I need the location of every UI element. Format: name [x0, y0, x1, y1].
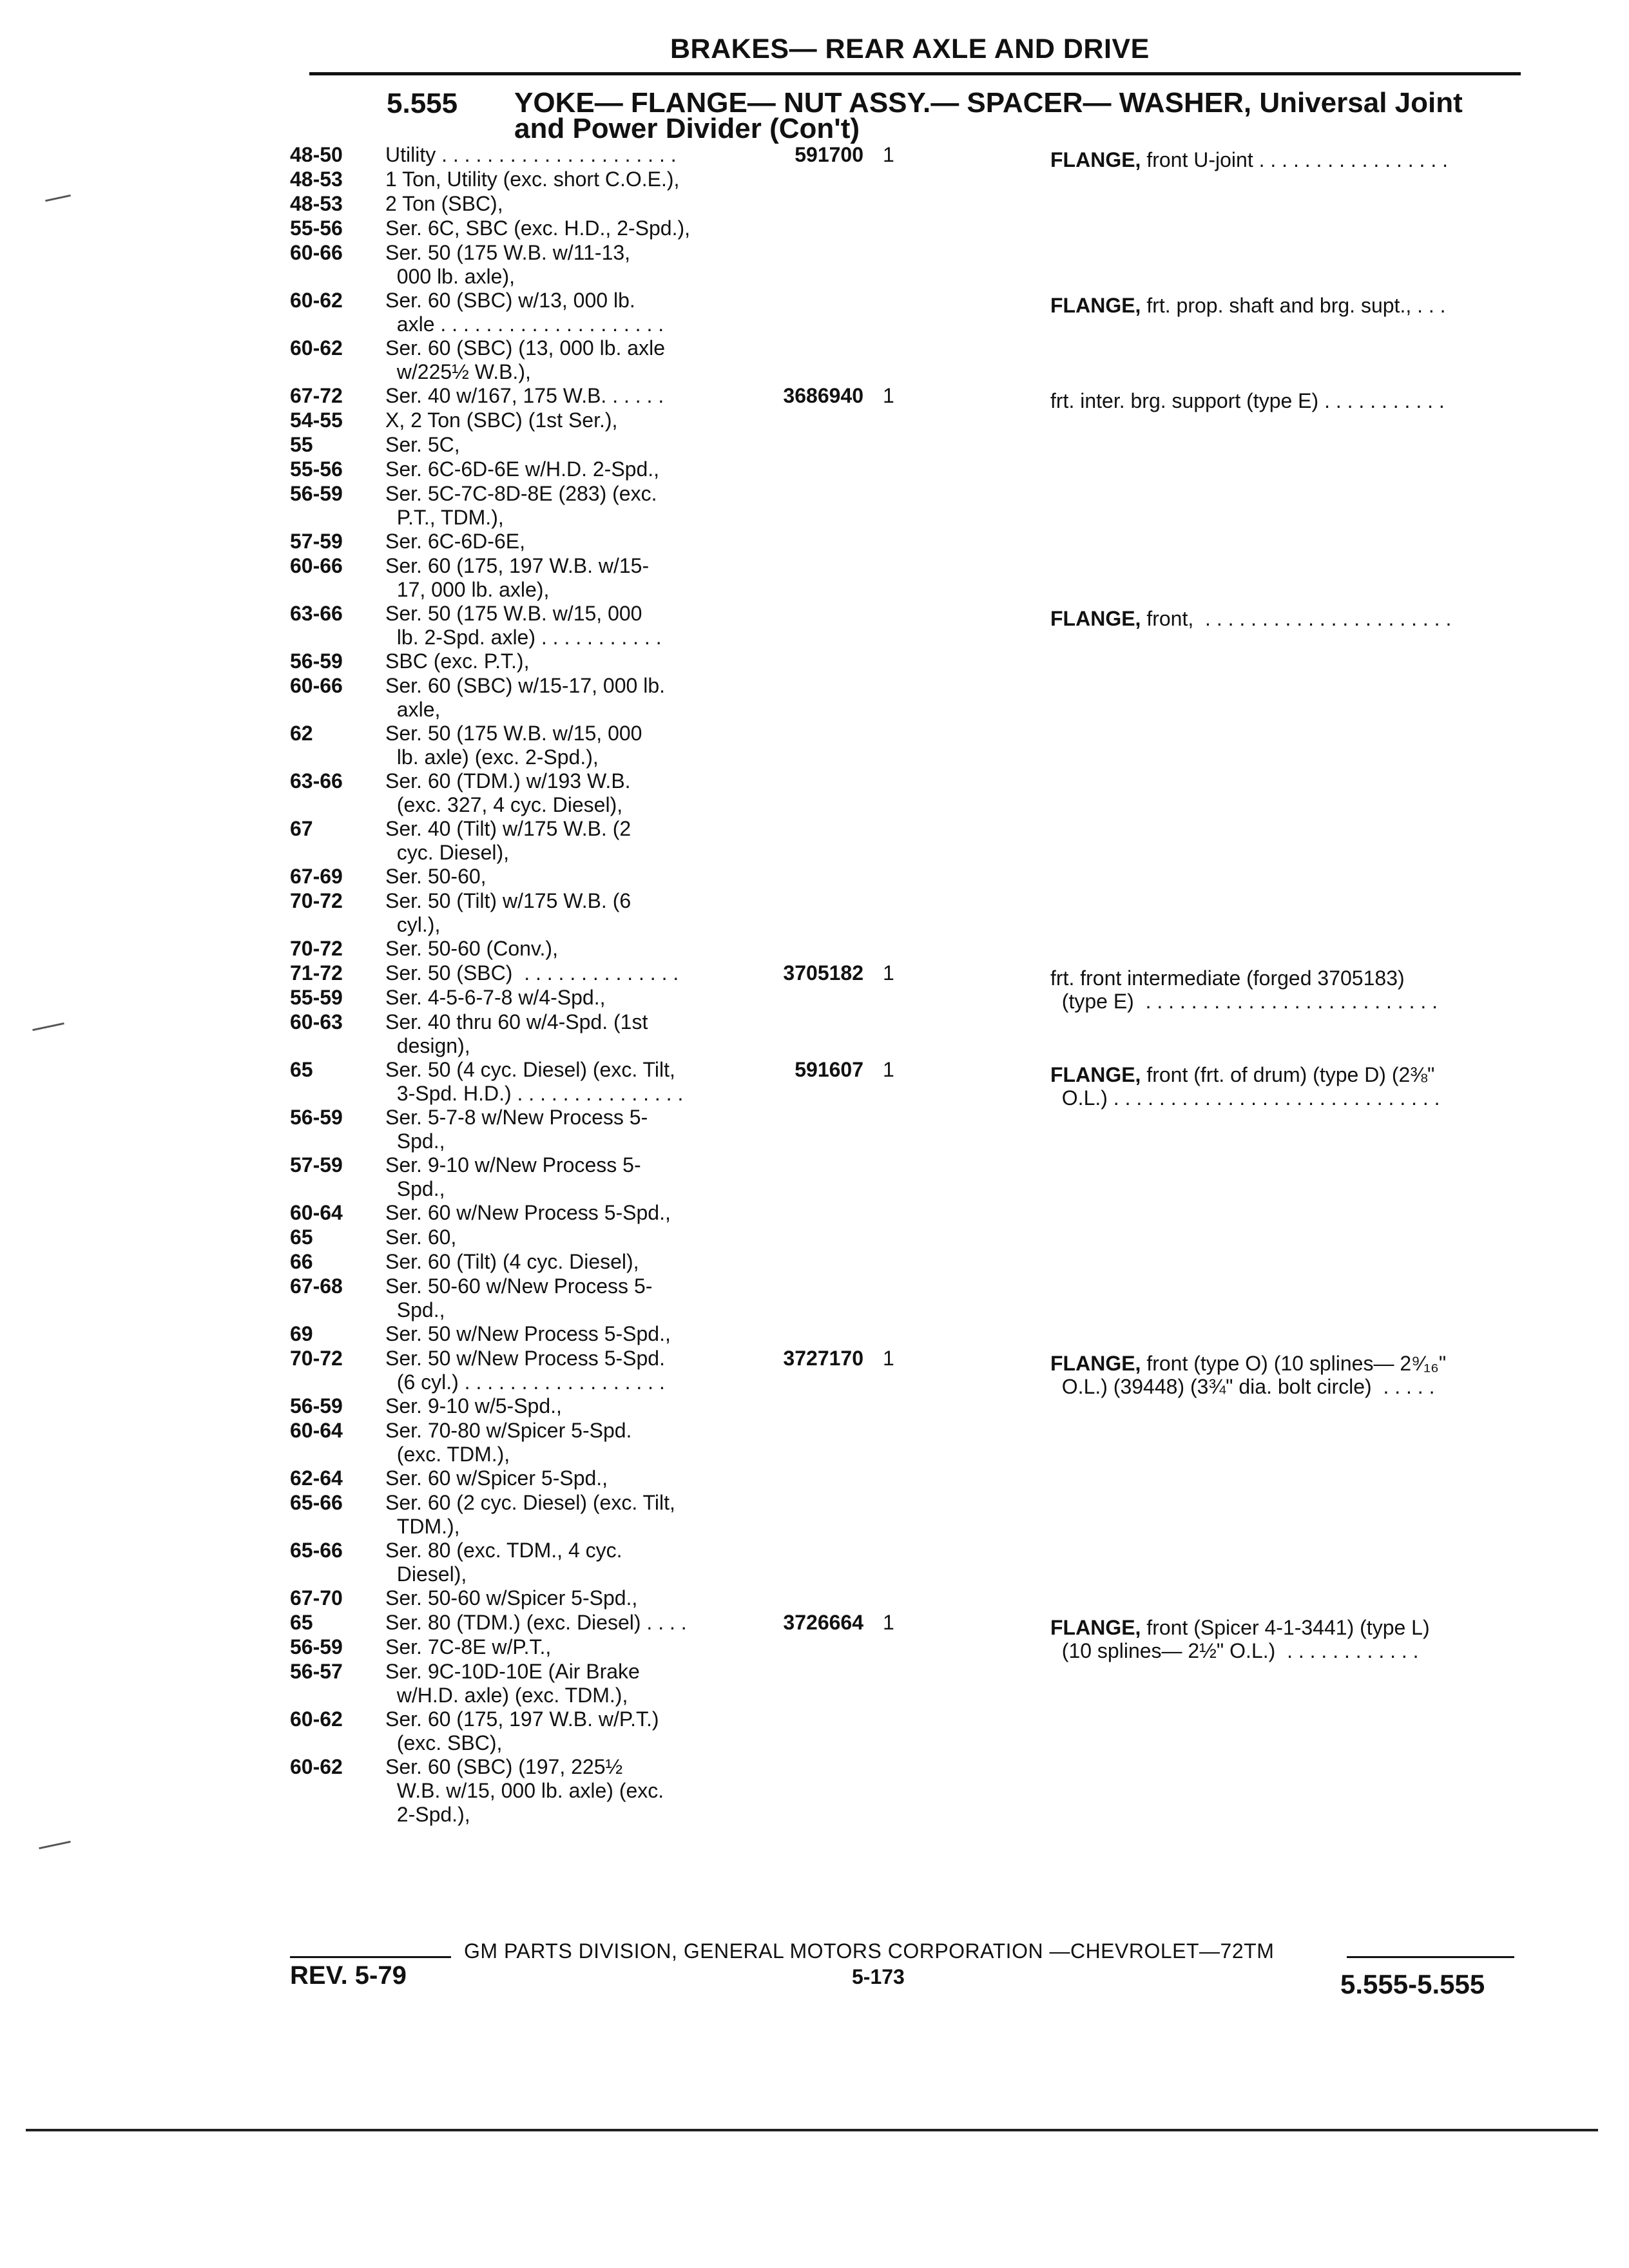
row-description-keyword: FLANGE,: [1050, 148, 1141, 171]
parts-row: [290, 241, 1534, 289]
parts-row: [290, 649, 1534, 674]
parts-row: [290, 1274, 1534, 1322]
row-application: Ser. 50-60 (Conv.),: [385, 937, 558, 960]
parts-row: [290, 817, 1534, 865]
row-description: [1050, 607, 1527, 630]
row-application: Ser. 40 (Tilt) w/175 W.B. (2 cyc. Diesel),: [385, 817, 631, 864]
row-application: Ser. 7C-8E w/P.T.,: [385, 1635, 552, 1658]
row-years: 71-72: [290, 961, 343, 985]
parts-row: [290, 192, 1534, 216]
row-application: Ser. 50 (175 W.B. w/15, 000 lb. 2-Spd. axle) . . . . . . . . . . .: [385, 602, 662, 649]
row-application: Ser. 5C,: [385, 433, 460, 456]
row-application: Ser. 80 (exc. TDM., 4 cyc. Diesel),: [385, 1539, 622, 1586]
parts-row: [290, 889, 1534, 937]
row-application: Ser. 60 w/Spicer 5-Spd.,: [385, 1466, 608, 1490]
row-years: 67-68: [290, 1274, 343, 1298]
row-years: 67-69: [290, 865, 343, 888]
punch-mark: [45, 195, 71, 202]
row-years: 65-66: [290, 1539, 343, 1562]
row-years: 70-72: [290, 937, 343, 960]
footer-rule-left: [290, 1956, 451, 1958]
row-application: Ser. 60 (TDM.) w/193 W.B. (exc. 327, 4 cyc. Diesel),: [385, 769, 631, 816]
section-number: 5.555: [387, 88, 458, 119]
row-application: Ser. 40 thru 60 w/4-Spd. (1st design),: [385, 1010, 648, 1057]
row-application: Ser. 50 (175 W.B. w/11-13, 000 lb. axle),: [385, 241, 631, 288]
footer-rule-right: [1347, 1956, 1514, 1958]
row-years: 60-62: [290, 1755, 343, 1778]
row-application: Ser. 60 (Tilt) (4 cyc. Diesel),: [385, 1250, 639, 1273]
row-application: Ser. 60,: [385, 1225, 457, 1249]
parts-row: [290, 384, 1534, 412]
parts-row: [290, 433, 1534, 457]
row-application: Ser. 50-60,: [385, 865, 487, 888]
section-range: 5.555-5.555: [1340, 1969, 1485, 1999]
parts-row: [290, 554, 1534, 602]
row-years: 65: [290, 1225, 313, 1249]
row-years: 55: [290, 433, 313, 456]
row-application: Ser. 5-7-8 w/New Process 5- Spd.,: [385, 1106, 648, 1153]
row-application: Ser. 5C-7C-8D-8E (283) (exc. P.T., TDM.),: [385, 482, 657, 529]
parts-row: [290, 530, 1534, 554]
parts-row: [290, 1419, 1534, 1466]
row-quantity: 1: [883, 143, 894, 166]
parts-list: [290, 143, 1534, 1827]
parts-row: [290, 1491, 1534, 1539]
row-quantity: 1: [883, 1611, 894, 1634]
page-number: 5-173: [852, 1965, 905, 1988]
row-years: 65: [290, 1058, 313, 1081]
row-description-text: front, . . . . . . . . . . . . . . . . . . . . . .: [1141, 607, 1452, 630]
row-quantity: 1: [883, 1347, 894, 1370]
row-years: 70-72: [290, 889, 343, 912]
row-application: Ser. 50-60 w/New Process 5- Spd.,: [385, 1274, 653, 1321]
parts-row: [290, 865, 1534, 889]
parts-row: [290, 457, 1534, 482]
row-years: 62-64: [290, 1466, 343, 1490]
row-years: 55-59: [290, 986, 343, 1009]
row-application: Ser. 9C-10D-10E (Air Brake w/H.D. axle) (exc. TDM.),: [385, 1660, 640, 1707]
footer-publisher: GM PARTS DIVISION, GENERAL MOTORS CORPORATION —CHEVROLET—72TM: [464, 1939, 1275, 1963]
row-description-text: front (frt. of drum) (type D) (2⅜" O.L.) . . . . . . . . . . . . . . . . . . . . . . . . . . . . .: [1061, 1063, 1440, 1110]
parts-row: [290, 168, 1534, 192]
page-header: BRAKES— REAR AXLE AND DRIVE: [670, 34, 1150, 64]
row-application: Ser. 50 w/New Process 5-Spd. (6 cyl.) . . . . . . . . . . . . . . . . . .: [385, 1347, 665, 1394]
row-part-number: 3727170: [783, 1347, 863, 1370]
parts-row: [290, 1010, 1534, 1058]
revision-label: REV. 5-79: [290, 1961, 407, 1990]
row-application: X, 2 Ton (SBC) (1st Ser.),: [385, 408, 618, 432]
parts-row: [290, 602, 1534, 649]
row-application: Ser. 60 (175, 197 W.B. w/15- 17, 000 lb. axle),: [385, 554, 650, 601]
parts-row: [290, 1586, 1534, 1611]
row-years: 56-59: [290, 649, 343, 673]
parts-row: [290, 336, 1534, 384]
row-years: 60-62: [290, 1707, 343, 1731]
row-application: Ser. 6C, SBC (exc. H.D., 2-Spd.),: [385, 216, 691, 240]
row-application: Ser. 60 (SBC) (13, 000 lb. axle w/225½ W.B.),: [385, 336, 665, 383]
row-application: Ser. 60 (SBC) w/15-17, 000 lb. axle,: [385, 674, 665, 721]
row-application: Ser. 60 (175, 197 W.B. w/P.T.) (exc. SBC),: [385, 1707, 659, 1754]
row-years: 56-59: [290, 482, 343, 505]
row-description: [1050, 294, 1527, 317]
row-years: 60-64: [290, 1419, 343, 1442]
row-quantity: 1: [883, 961, 894, 985]
punch-mark: [39, 1841, 71, 1849]
row-years: 60-64: [290, 1201, 343, 1224]
parts-row: [290, 1201, 1534, 1225]
row-part-number: 3705182: [783, 961, 863, 985]
parts-row: [290, 482, 1534, 530]
row-application: Ser. 60 (2 cyc. Diesel) (exc. Tilt, TDM.),: [385, 1491, 675, 1538]
row-quantity: 1: [883, 384, 894, 407]
row-application: Ser. 50 w/New Process 5-Spd.,: [385, 1322, 671, 1345]
row-years: 60-62: [290, 336, 343, 360]
parts-row: [290, 1660, 1534, 1707]
row-years: 67-70: [290, 1586, 343, 1610]
row-part-number: 591607: [795, 1058, 863, 1081]
row-application: 1 Ton, Utility (exc. short C.O.E.),: [385, 168, 680, 191]
row-years: 66: [290, 1250, 313, 1273]
row-part-number: 3686940: [783, 384, 863, 407]
parts-row: [290, 937, 1534, 961]
parts-row: [290, 1322, 1534, 1347]
row-application: Ser. 70-80 w/Spicer 5-Spd. (exc. TDM.),: [385, 1419, 632, 1466]
row-description-keyword: FLANGE,: [1050, 294, 1141, 317]
row-years: 48-50: [290, 143, 343, 166]
row-part-number: 591700: [795, 143, 863, 166]
row-years: 62: [290, 722, 313, 745]
row-years: 57-59: [290, 530, 343, 553]
parts-row: [290, 674, 1534, 722]
row-years: 60-63: [290, 1010, 343, 1033]
row-years: 56-57: [290, 1660, 343, 1683]
row-application: 2 Ton (SBC),: [385, 192, 503, 215]
parts-row: [290, 1058, 1534, 1110]
row-application: Ser. 60 (SBC) (197, 225½ W.B. w/15, 000 lb. axle) (exc. 2-Spd.),: [385, 1755, 664, 1826]
row-application: Ser. 4-5-6-7-8 w/4-Spd.,: [385, 986, 606, 1009]
parts-row: [290, 1106, 1534, 1153]
row-description-keyword: FLANGE,: [1050, 1616, 1141, 1639]
row-years: 56-59: [290, 1635, 343, 1658]
row-years: 56-59: [290, 1106, 343, 1129]
parts-row: [290, 1225, 1534, 1250]
row-years: 56-59: [290, 1394, 343, 1418]
parts-row: [290, 1153, 1534, 1201]
row-years: 67: [290, 817, 313, 840]
parts-row: [290, 1250, 1534, 1274]
parts-row: [290, 1394, 1534, 1419]
row-years: 65-66: [290, 1491, 343, 1514]
row-description-text: front (type O) (10 splines— 2⁹⁄₁₆" O.L.) (39448) (3¾" dia. bolt circle) . . . . .: [1061, 1352, 1447, 1398]
row-application: Ser. 6C-6D-6E,: [385, 530, 525, 553]
row-years: 48-53: [290, 192, 343, 215]
row-years: 48-53: [290, 168, 343, 191]
parts-row: [290, 722, 1534, 769]
row-years: 67-72: [290, 384, 343, 407]
parts-row: [290, 1347, 1534, 1398]
row-years: 55-56: [290, 216, 343, 240]
punch-mark: [32, 1023, 64, 1031]
parts-row: [290, 1707, 1534, 1755]
row-application: Ser. 60 w/New Process 5-Spd.,: [385, 1201, 671, 1224]
row-description-keyword: FLANGE,: [1050, 607, 1141, 630]
row-years: 60-66: [290, 554, 343, 577]
header-rule: [309, 72, 1521, 75]
row-quantity: 1: [883, 1058, 894, 1081]
row-years: 60-66: [290, 241, 343, 264]
parts-row: [290, 1635, 1534, 1660]
row-description-keyword: FLANGE,: [1050, 1352, 1141, 1375]
row-years: 65: [290, 1611, 313, 1634]
row-application: Ser. 9-10 w/5-Spd.,: [385, 1394, 562, 1418]
row-description-text: front U-joint . . . . . . . . . . . . . . . . .: [1141, 148, 1448, 171]
row-application: Ser. 50 (4 cyc. Diesel) (exc. Tilt, 3-Spd. H.D.) . . . . . . . . . . . . . . .: [385, 1058, 684, 1105]
row-application: Ser. 50 (SBC) . . . . . . . . . . . . . .: [385, 961, 679, 985]
parts-row: [290, 986, 1534, 1010]
row-description: [1050, 1063, 1527, 1110]
parts-row: [290, 289, 1534, 336]
row-description-text: front (Spicer 4-1-3441) (type L) (10 splines— 2½" O.L.) . . . . . . . . . . . .: [1061, 1616, 1430, 1662]
row-application: Ser. 6C-6D-6E w/H.D. 2-Spd.,: [385, 457, 660, 481]
row-years: 63-66: [290, 769, 343, 793]
row-years: 60-62: [290, 289, 343, 312]
parts-row: [290, 408, 1534, 433]
parts-row: [290, 216, 1534, 241]
row-application: SBC (exc. P.T.),: [385, 649, 530, 673]
row-years: 55-56: [290, 457, 343, 481]
row-application: Utility . . . . . . . . . . . . . . . . . . . . .: [385, 143, 677, 166]
row-application: Ser. 40 w/167, 175 W.B. . . . . .: [385, 384, 664, 407]
parts-row: [290, 1755, 1534, 1827]
row-application: Ser. 80 (TDM.) (exc. Diesel) . . . .: [385, 1611, 687, 1634]
row-part-number: 3726664: [783, 1611, 863, 1634]
parts-row: [290, 1466, 1534, 1491]
row-application: Ser. 9-10 w/New Process 5- Spd.,: [385, 1153, 641, 1200]
row-description-text: frt. prop. shaft and brg. supt., . . .: [1141, 294, 1446, 317]
row-years: 54-55: [290, 408, 343, 432]
row-description: [1050, 1352, 1527, 1398]
row-years: 69: [290, 1322, 313, 1345]
parts-row: [290, 769, 1534, 817]
row-application: Ser. 50 (175 W.B. w/15, 000 lb. axle) (exc. 2-Spd.),: [385, 722, 642, 769]
parts-row: [290, 143, 1534, 171]
row-years: 60-66: [290, 674, 343, 697]
row-description-text: frt. inter. brg. support (type E) . . . . . . . . . . .: [1050, 389, 1445, 412]
row-years: 57-59: [290, 1153, 343, 1177]
row-application: Ser. 60 (SBC) w/13, 000 lb. axle . . . . . . . . . . . . . . . . . . . .: [385, 289, 664, 336]
row-years: 70-72: [290, 1347, 343, 1370]
bottom-rule: [26, 2129, 1598, 2131]
row-application: Ser. 50-60 w/Spicer 5-Spd.,: [385, 1586, 638, 1610]
row-application: Ser. 50 (Tilt) w/175 W.B. (6 cyl.),: [385, 889, 631, 936]
row-description-text: frt. front intermediate (forged 3705183) (type E) . . . . . . . . . . . . . . . . . . . . . . . . . .: [1050, 966, 1438, 1013]
row-description-keyword: FLANGE,: [1050, 1063, 1141, 1086]
row-years: 63-66: [290, 602, 343, 625]
section-title: YOKE— FLANGE— NUT ASSY.— SPACER— WASHER, Universal Joint and Power Divider (Con't): [514, 87, 1463, 144]
parts-row: [290, 1539, 1534, 1586]
